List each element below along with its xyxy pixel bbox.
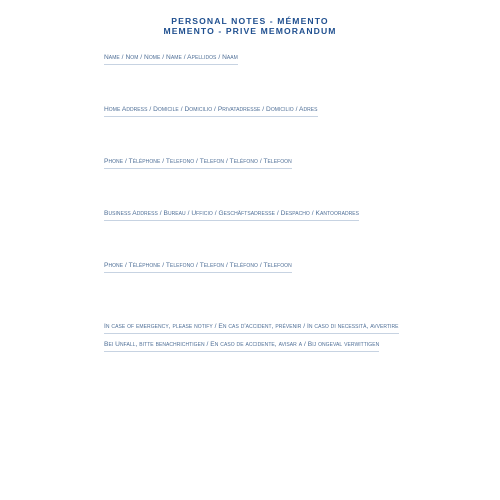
business-address-field-label: Business Address / Bureau / Ufficio / Geschäftsadresse / Despacho / Kantooradres [104,210,359,221]
emergency-contact-label-1: In case of emergency, please notify / En cas d'accident, prévenir / In caso di necessità, avvertire [104,323,399,334]
title-line-2: MEMENTO - PRIVE MEMORANDUM [163,25,337,36]
home-phone-field-label: Phone / Téléphone / Telefono / Telefon / Teléfono / Telefoon [104,158,292,169]
home-address-field-label: Home Address / Domicile / Domicilio / Privatadresse / Domicilio / Adres [104,106,318,117]
business-phone-field-label: Phone / Téléphone / Telefono / Telefon / Teléfono / Telefoon [104,262,292,273]
name-field-label: Name / Nom / Nome / Name / Apellidos / Naam [104,54,238,65]
page-title [0,17,500,36]
emergency-contact-label-2: Bei Unfall, bitte benachrichtigen / En caso de accidente, avisar a / Bij ongeval verwittigen [104,341,379,352]
title-line-1: PERSONAL NOTES - MÉMENTO [171,16,329,26]
